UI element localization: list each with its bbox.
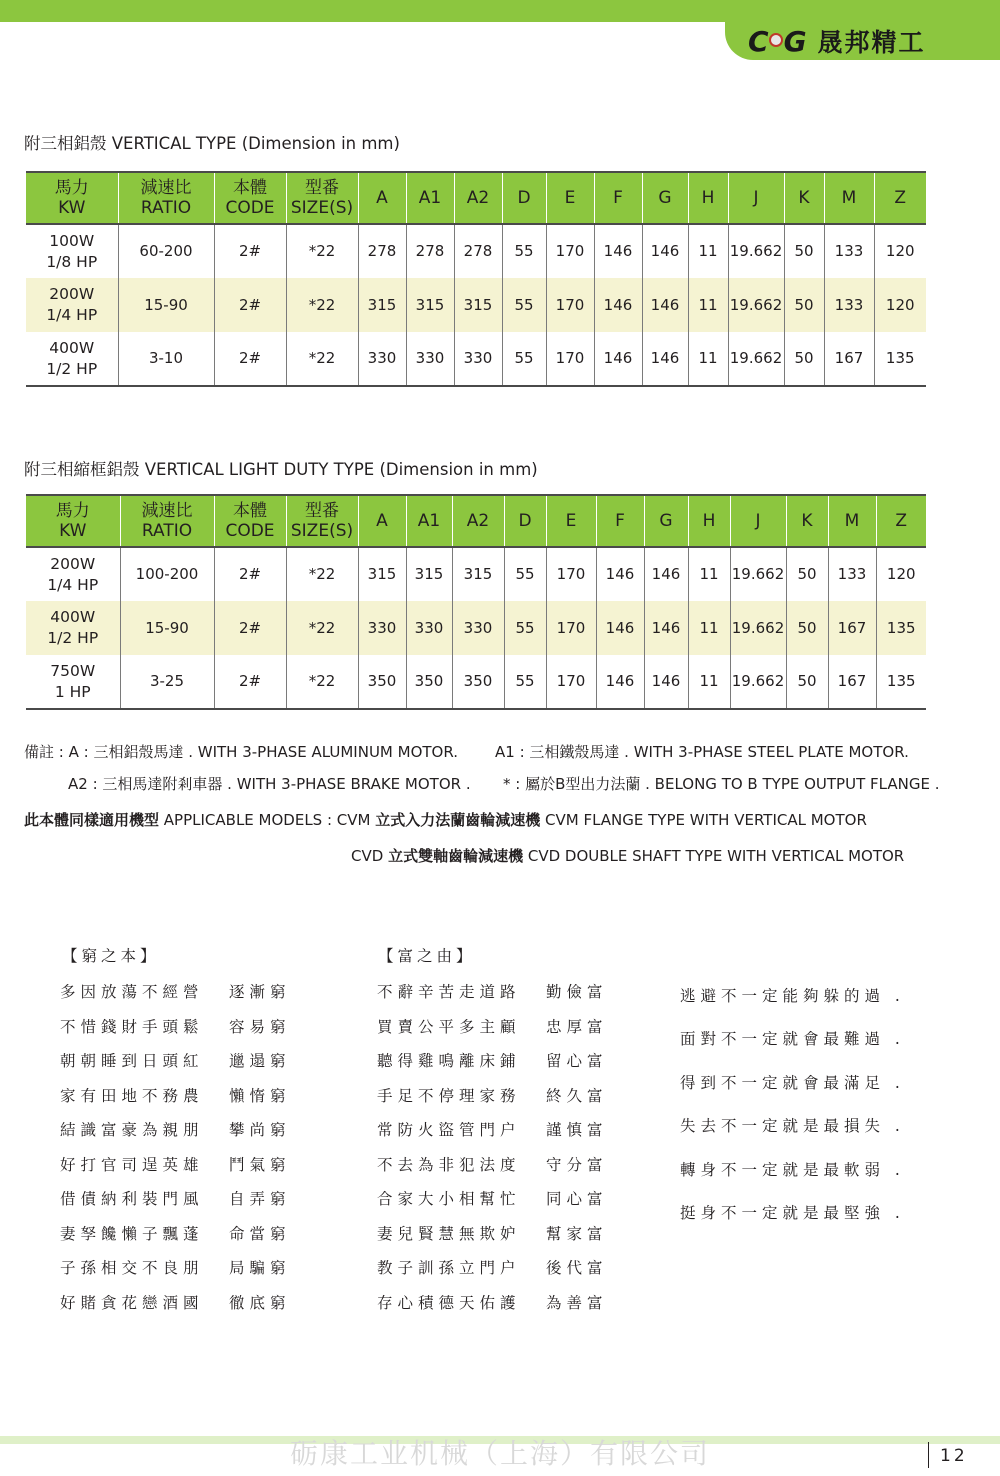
power-hp: 1/4 HP bbox=[47, 575, 99, 594]
column-header-text: 減速比 bbox=[140, 178, 192, 198]
table-cell: *22 bbox=[286, 224, 358, 278]
table-cell: 146 bbox=[596, 655, 644, 709]
column-header-text: 型番 bbox=[305, 501, 339, 521]
column-header-text: F bbox=[615, 511, 625, 531]
poem-line: 多因放蕩不經營 bbox=[60, 983, 204, 1001]
poem-ending: 勤儉富 bbox=[546, 983, 608, 1001]
footer-watermark: 砺康工业机械（上海）有限公司 bbox=[290, 1437, 711, 1470]
table-cell: 315 bbox=[358, 278, 406, 332]
right-poem bbox=[680, 975, 905, 1235]
column-header-text: KW bbox=[59, 521, 87, 541]
column-header bbox=[406, 172, 454, 224]
column-header bbox=[546, 495, 596, 547]
table1-title: 附三相鋁殼 VERTICAL TYPE (Dimension in mm) bbox=[24, 134, 400, 153]
column-header-text: Z bbox=[895, 511, 908, 531]
vertical-light-duty-table bbox=[26, 494, 926, 710]
table-cell: 170 bbox=[546, 655, 596, 709]
table-cell: 2# bbox=[214, 601, 286, 655]
poem-ending: 自弄窮 bbox=[229, 1190, 291, 1208]
table-cell: 146 bbox=[594, 278, 642, 332]
table-cell: 55 bbox=[502, 332, 546, 386]
poem-ending: 局騙窮 bbox=[229, 1259, 291, 1277]
poem-ending: 終久富 bbox=[546, 1086, 608, 1105]
table-cell: 50 bbox=[786, 601, 828, 655]
table-cell: 167 bbox=[828, 655, 876, 709]
column-header-text: 馬力 bbox=[54, 178, 89, 198]
column-header bbox=[876, 495, 926, 547]
table-cell: 55 bbox=[502, 278, 546, 332]
table-row bbox=[26, 278, 926, 332]
cvm-name-cn: 立式入力法蘭齒輪減速機 bbox=[375, 811, 541, 829]
table-cell: 2# bbox=[214, 332, 286, 386]
poem-line: 妻兒賢慧無欺妒 bbox=[377, 1224, 521, 1243]
power-cell bbox=[26, 224, 118, 278]
column-header bbox=[286, 172, 358, 224]
power-cell bbox=[26, 547, 120, 601]
column-header-text: E bbox=[564, 188, 576, 208]
column-header-text: 馬力 bbox=[55, 501, 90, 521]
table-row bbox=[26, 547, 926, 601]
power-watts: 750W bbox=[50, 661, 96, 680]
poor-endings bbox=[229, 975, 291, 1320]
poem-ending: 同心富 bbox=[546, 1190, 608, 1208]
column-header-text: 本體 bbox=[233, 501, 267, 521]
table-cell: 330 bbox=[452, 601, 504, 655]
poem-ending: 守分富 bbox=[546, 1155, 608, 1174]
column-header-text: 型番 bbox=[305, 178, 339, 198]
table-row bbox=[26, 601, 926, 655]
table-cell: 50 bbox=[784, 224, 824, 278]
column-header bbox=[594, 172, 642, 224]
table-cell: 50 bbox=[784, 332, 824, 386]
poem-ending: 邋遢窮 bbox=[229, 1052, 291, 1070]
column-header-text: CODE bbox=[225, 198, 275, 218]
table-cell: 100-200 bbox=[120, 547, 214, 601]
table-cell: 330 bbox=[358, 601, 406, 655]
column-header-text: A2 bbox=[466, 188, 490, 208]
poem-ending: 攀尚窮 bbox=[229, 1121, 291, 1139]
table-row bbox=[26, 224, 926, 278]
column-header-text: KW bbox=[58, 198, 86, 218]
table-cell: 11 bbox=[688, 278, 728, 332]
table-cell: 278 bbox=[406, 224, 454, 278]
column-header-text: SIZE(S) bbox=[290, 521, 354, 541]
power-cell bbox=[26, 601, 120, 655]
table-cell: 19.662 bbox=[728, 332, 784, 386]
column-header-text: A bbox=[376, 511, 388, 531]
poem-line: 子孫相交不良朋 bbox=[60, 1259, 204, 1277]
column-header-text: M bbox=[844, 511, 860, 531]
table-cell: 146 bbox=[594, 224, 642, 278]
logo-dot-icon bbox=[769, 33, 783, 47]
table-cell: 11 bbox=[688, 601, 730, 655]
poem-ending: 忠厚富 bbox=[546, 1017, 608, 1036]
cvd-name-cn: 立式雙軸齒輪減速機 bbox=[388, 847, 524, 865]
table-cell: *22 bbox=[286, 547, 358, 601]
column-header-text: K bbox=[801, 511, 813, 531]
table-cell: 330 bbox=[358, 332, 406, 386]
table-cell: 120 bbox=[874, 224, 926, 278]
column-header bbox=[118, 172, 214, 224]
table-cell: *22 bbox=[286, 601, 358, 655]
table-cell: 146 bbox=[642, 332, 688, 386]
poem-ending: 為善富 bbox=[546, 1293, 608, 1312]
column-header bbox=[504, 495, 546, 547]
applicable-text: APPLICABLE MODELS : CVM bbox=[159, 811, 376, 829]
column-header-text: A1 bbox=[418, 188, 442, 208]
table-cell: 146 bbox=[596, 601, 644, 655]
poem-line: 不辭辛苦走道路 bbox=[377, 983, 521, 1001]
table-cell: 50 bbox=[786, 547, 828, 601]
poem-line: 存心積德天佑護 bbox=[377, 1293, 521, 1312]
table-cell: 135 bbox=[876, 601, 926, 655]
poem-line: 朝朝睡到日頭紅 bbox=[60, 1052, 204, 1070]
poem-line: 不惜錢財手頭鬆 bbox=[60, 1017, 204, 1036]
table-cell: 315 bbox=[454, 278, 502, 332]
table-cell: 315 bbox=[452, 547, 504, 601]
table-cell: 2# bbox=[214, 278, 286, 332]
power-watts: 100W bbox=[49, 231, 95, 250]
table-cell: 170 bbox=[546, 601, 596, 655]
column-header-text: RATIO bbox=[140, 198, 192, 218]
column-header bbox=[546, 172, 594, 224]
column-header bbox=[26, 495, 120, 547]
column-header-text: H bbox=[701, 188, 715, 208]
table-cell: 135 bbox=[874, 332, 926, 386]
power-hp: 1/8 HP bbox=[46, 252, 98, 271]
table-cell: 315 bbox=[358, 547, 406, 601]
column-header-text: G bbox=[658, 188, 672, 208]
power-watts: 400W bbox=[49, 338, 95, 357]
column-header bbox=[358, 172, 406, 224]
table-cell: 19.662 bbox=[728, 278, 784, 332]
table-cell: 55 bbox=[502, 224, 546, 278]
poem-line: 不去為非犯法度 bbox=[377, 1155, 521, 1174]
poem-line: 挺身不一定就是最堅強 . bbox=[680, 1203, 905, 1222]
table-cell: 135 bbox=[876, 655, 926, 709]
footer-divider bbox=[928, 1442, 929, 1468]
column-header-text: D bbox=[518, 511, 532, 531]
column-header-text: D bbox=[517, 188, 531, 208]
note-a1: A1 : 三相鐵殼馬達 . WITH 3-PHASE STEEL PLATE MOTOR. bbox=[495, 743, 909, 761]
table2-title: 附三相縮框鋁殼 VERTICAL LIGHT DUTY TYPE (Dimension in mm) bbox=[24, 460, 538, 479]
table-cell: 146 bbox=[644, 547, 688, 601]
brand bbox=[748, 22, 926, 60]
column-header bbox=[502, 172, 546, 224]
table-cell: 146 bbox=[644, 601, 688, 655]
column-header bbox=[286, 495, 358, 547]
table-cell: 133 bbox=[824, 278, 874, 332]
poem-line: 面對不一定就會最難過 . bbox=[680, 1030, 905, 1049]
applicable-models-line-2 bbox=[351, 845, 904, 866]
table-cell: *22 bbox=[286, 655, 358, 709]
poem-ending: 懶惰窮 bbox=[229, 1086, 291, 1105]
rich-lines bbox=[377, 975, 521, 1320]
column-header bbox=[828, 495, 876, 547]
poem-line: 妻孥饞懶子飄蓬 bbox=[60, 1224, 204, 1243]
table-header-row bbox=[26, 495, 926, 547]
note-flange: * : 屬於B型出力法蘭 . BELONG TO B TYPE OUTPUT FLANGE . bbox=[503, 775, 940, 793]
column-header-text: RATIO bbox=[141, 521, 193, 541]
applicable-models-line bbox=[24, 809, 867, 830]
poem-line: 轉身不一定就是最軟弱 . bbox=[680, 1160, 905, 1179]
poem-line: 好賭貪花戀酒國 bbox=[60, 1293, 204, 1312]
column-header bbox=[642, 172, 688, 224]
poem-ending: 留心富 bbox=[546, 1052, 608, 1070]
table-cell: 19.662 bbox=[728, 224, 784, 278]
table-cell: 330 bbox=[406, 601, 452, 655]
cvd-prefix: CVD bbox=[351, 847, 389, 865]
column-header bbox=[688, 172, 728, 224]
column-header-text: E bbox=[565, 511, 577, 531]
table-cell: 11 bbox=[688, 547, 730, 601]
column-header bbox=[786, 495, 828, 547]
power-cell bbox=[26, 278, 118, 332]
table-cell: 350 bbox=[358, 655, 406, 709]
column-header bbox=[874, 172, 926, 224]
table-cell: 3-10 bbox=[118, 332, 214, 386]
power-watts: 200W bbox=[50, 554, 96, 573]
table-cell: 19.662 bbox=[730, 655, 786, 709]
column-header-text: 減速比 bbox=[141, 501, 193, 521]
brand-name: 晟邦精工 bbox=[817, 28, 926, 57]
rich-endings bbox=[546, 975, 608, 1320]
column-header-text: G bbox=[659, 511, 673, 531]
poem-ending: 徹底窮 bbox=[229, 1293, 291, 1312]
column-header bbox=[644, 495, 688, 547]
column-header bbox=[596, 495, 644, 547]
table-cell: 330 bbox=[454, 332, 502, 386]
column-header-text: CODE bbox=[225, 521, 275, 541]
power-hp: 1/2 HP bbox=[47, 629, 99, 647]
table-cell: 3-25 bbox=[120, 655, 214, 709]
cvd-name-en: CVD DOUBLE SHAFT TYPE WITH VERTICAL MOTOR bbox=[523, 847, 905, 865]
page-number: 12 bbox=[940, 1446, 968, 1466]
table-cell: 50 bbox=[786, 655, 828, 709]
column-header bbox=[214, 172, 286, 224]
column-header bbox=[688, 495, 730, 547]
poem-line: 借債納利裝門風 bbox=[60, 1190, 204, 1208]
table-cell: 146 bbox=[594, 332, 642, 386]
table-cell: 146 bbox=[642, 278, 688, 332]
table-cell: 11 bbox=[688, 332, 728, 386]
power-hp: 1/4 HP bbox=[46, 306, 98, 324]
table-header-row bbox=[26, 172, 926, 224]
poem-line: 好打官司逞英雄 bbox=[60, 1155, 204, 1174]
rich-heading: 【富之由】 bbox=[378, 947, 476, 965]
poem-line: 合家大小相幫忙 bbox=[377, 1190, 521, 1208]
table-cell: 315 bbox=[406, 547, 452, 601]
power-cell bbox=[26, 332, 118, 386]
table-cell: 133 bbox=[828, 547, 876, 601]
column-header-text: K bbox=[798, 188, 810, 208]
column-header-text: A bbox=[376, 188, 388, 208]
poem-line: 結識富豪為親朋 bbox=[60, 1121, 204, 1139]
table-cell: 133 bbox=[824, 224, 874, 278]
table-cell: 11 bbox=[688, 224, 728, 278]
column-header bbox=[452, 495, 504, 547]
column-header-text: J bbox=[755, 511, 761, 531]
table-cell: 15-90 bbox=[120, 601, 214, 655]
table-cell: 55 bbox=[504, 601, 546, 655]
poem-line: 買賣公平多主顧 bbox=[377, 1017, 521, 1036]
table-cell: 146 bbox=[596, 547, 644, 601]
table-cell: 170 bbox=[546, 332, 594, 386]
power-hp: 1 HP bbox=[54, 682, 91, 701]
poem-ending: 後代富 bbox=[546, 1259, 608, 1277]
column-header bbox=[406, 495, 452, 547]
poem-ending: 鬥氣窮 bbox=[229, 1155, 291, 1174]
poem-line: 失去不一定就是最損失 . bbox=[680, 1117, 905, 1136]
table-cell: 120 bbox=[874, 278, 926, 332]
table-cell: 330 bbox=[406, 332, 454, 386]
table-cell: *22 bbox=[286, 332, 358, 386]
table-cell: 2# bbox=[214, 224, 286, 278]
power-watts: 200W bbox=[49, 285, 95, 303]
column-header-text: F bbox=[613, 188, 623, 208]
table-cell: 60-200 bbox=[118, 224, 214, 278]
table-cell: 167 bbox=[824, 332, 874, 386]
table-cell: 55 bbox=[504, 547, 546, 601]
poem-line: 手足不停理家務 bbox=[377, 1086, 521, 1105]
table-cell: *22 bbox=[286, 278, 358, 332]
cvm-name-en: CVM FLANGE TYPE WITH VERTICAL MOTOR bbox=[540, 811, 867, 829]
column-header bbox=[784, 172, 824, 224]
table-cell: 278 bbox=[358, 224, 406, 278]
column-header bbox=[26, 172, 118, 224]
poem-ending: 幫家富 bbox=[546, 1224, 608, 1243]
poem-line: 聽得雞鳴離床鋪 bbox=[377, 1052, 521, 1070]
table-cell: 11 bbox=[688, 655, 730, 709]
column-header bbox=[358, 495, 406, 547]
column-header bbox=[454, 172, 502, 224]
power-cell bbox=[26, 655, 120, 709]
table-row bbox=[26, 332, 926, 386]
column-header bbox=[824, 172, 874, 224]
column-header bbox=[214, 495, 286, 547]
column-header-text: 本體 bbox=[233, 178, 267, 198]
poor-heading: 【窮之本】 bbox=[62, 947, 160, 965]
brand-logo: C G bbox=[748, 24, 806, 58]
table-cell: 15-90 bbox=[118, 278, 214, 332]
poem-line: 得到不一定就會最滿足 . bbox=[680, 1073, 905, 1092]
table-cell: 170 bbox=[546, 547, 596, 601]
column-header-text: J bbox=[753, 188, 759, 208]
table-cell: 146 bbox=[644, 655, 688, 709]
poem-ending: 逐漸窮 bbox=[229, 983, 291, 1001]
table-cell: 170 bbox=[546, 278, 594, 332]
column-header-text: Z bbox=[894, 188, 907, 208]
table-cell: 2# bbox=[214, 547, 286, 601]
poem-ending: 命當窮 bbox=[229, 1224, 291, 1243]
column-header-text: A2 bbox=[466, 511, 490, 531]
column-header bbox=[730, 495, 786, 547]
poem-line: 家有田地不務農 bbox=[60, 1086, 204, 1105]
column-header bbox=[728, 172, 784, 224]
table-cell: 350 bbox=[406, 655, 452, 709]
table-cell: 2# bbox=[214, 655, 286, 709]
table-cell: 146 bbox=[642, 224, 688, 278]
table-cell: 167 bbox=[828, 601, 876, 655]
table-cell: 278 bbox=[454, 224, 502, 278]
vertical-type-table bbox=[26, 171, 926, 387]
table-cell: 55 bbox=[504, 655, 546, 709]
poem-ending: 謹慎富 bbox=[546, 1121, 608, 1139]
column-header bbox=[120, 495, 214, 547]
column-header-text: SIZE(S) bbox=[290, 198, 354, 218]
table-cell: 350 bbox=[452, 655, 504, 709]
table-cell: 19.662 bbox=[730, 547, 786, 601]
applicable-label: 此本體同樣適用機型 bbox=[24, 811, 160, 829]
table-row bbox=[26, 655, 926, 709]
column-header-text: H bbox=[702, 511, 716, 531]
poem-line: 常防火盜管門户 bbox=[377, 1121, 521, 1139]
poem-line: 教子訓孫立門户 bbox=[377, 1259, 521, 1277]
power-watts: 400W bbox=[50, 608, 96, 626]
table-cell: 315 bbox=[406, 278, 454, 332]
note-a: 備註 : A : 三相鋁殼馬達 . WITH 3-PHASE ALUMINUM MOTOR. bbox=[24, 743, 459, 761]
poem-line: 逃避不一定能夠躲的過 . bbox=[680, 987, 905, 1005]
column-header-text: M bbox=[841, 188, 857, 208]
table-cell: 120 bbox=[876, 547, 926, 601]
poem-ending: 容易窮 bbox=[229, 1017, 291, 1036]
table-cell: 19.662 bbox=[730, 601, 786, 655]
table-cell: 50 bbox=[784, 278, 824, 332]
power-hp: 1/2 HP bbox=[46, 359, 98, 378]
poor-lines bbox=[60, 975, 204, 1320]
column-header-text: A1 bbox=[417, 511, 441, 531]
table-cell: 170 bbox=[546, 224, 594, 278]
note-a2: A2 : 三相馬達附剎車器 . WITH 3-PHASE BRAKE MOTOR . bbox=[68, 775, 471, 793]
